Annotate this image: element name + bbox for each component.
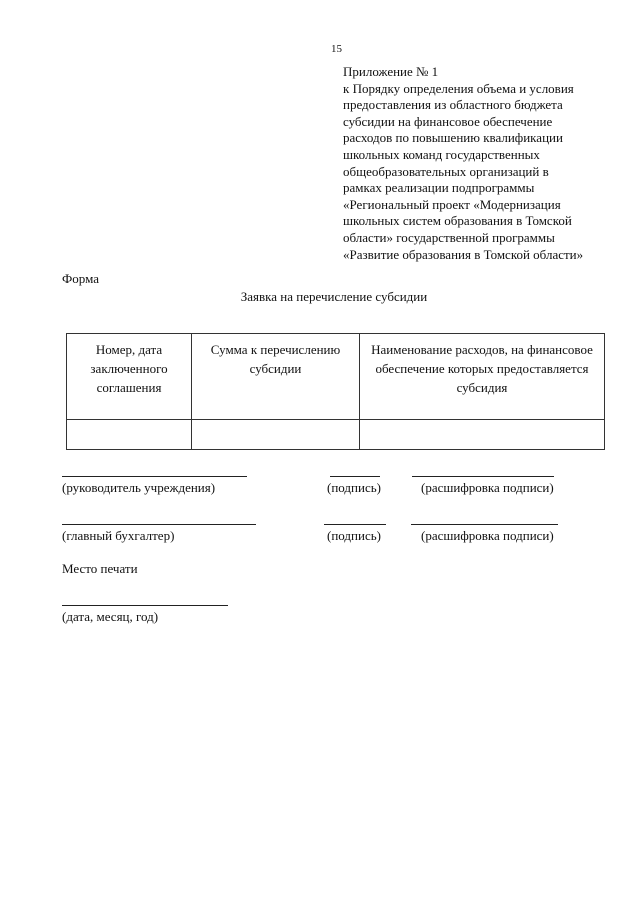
appendix-line: субсидии на финансовое обеспечение	[343, 113, 553, 129]
header-expense-name: Наименование расходов, на финансовое обеспечение которых предоставляется субсидия	[360, 334, 605, 420]
document-title: Заявка на перечисление субсидии	[240, 289, 428, 304]
appendix-line: рамках реализации подпрограммы	[343, 180, 535, 196]
table-row	[67, 420, 605, 450]
cell-expense-name[interactable]	[360, 420, 605, 450]
appendix-line: области» государственной программы	[343, 229, 555, 245]
head-decoding-caption: (расшифровка подписи)	[421, 480, 554, 495]
page-number: 15	[331, 43, 342, 55]
date-line[interactable]	[62, 605, 228, 606]
head-decoding-line[interactable]	[412, 476, 554, 477]
header-agreement-number-date: Номер, дата заключенного соглашения	[67, 334, 192, 420]
appendix-line: Приложение № 1	[343, 64, 439, 79]
head-signature-line[interactable]	[330, 476, 380, 477]
accountant-decoding-caption: (расшифровка подписи)	[421, 528, 554, 543]
appendix-line: к Порядку определения объема и условия	[343, 80, 574, 96]
appendix-line: предоставления из областного бюджета	[343, 97, 563, 113]
accountant-decoding-line[interactable]	[411, 524, 558, 525]
header-transfer-amount: Сумма к перечислению субсидии	[192, 334, 360, 420]
cell-agreement-number-date[interactable]	[67, 420, 192, 450]
table-header-row	[67, 334, 605, 420]
accountant-signature-line[interactable]	[324, 524, 386, 525]
subsidy-request-table	[66, 333, 605, 450]
stamp-place-label: Место печати	[62, 561, 138, 576]
accountant-caption: (главный бухгалтер)	[62, 528, 175, 543]
appendix-line: «Региональный проект «Модернизация	[343, 196, 561, 212]
accountant-signature-caption: (подпись)	[327, 528, 381, 543]
appendix-header	[343, 64, 633, 263]
date-caption: (дата, месяц, год)	[62, 609, 159, 624]
cell-transfer-amount[interactable]	[192, 420, 360, 450]
head-name-line[interactable]	[62, 476, 247, 477]
form-label: Форма	[62, 271, 99, 286]
appendix-line: школьных систем образования в Томской	[343, 213, 572, 229]
head-caption: (руководитель учреждения)	[62, 480, 216, 495]
appendix-line: «Развитие образования в Томской области»	[343, 246, 584, 262]
appendix-line: школьных команд государственных	[343, 146, 540, 162]
head-signature-caption: (подпись)	[327, 480, 381, 495]
appendix-line: общеобразовательных организаций в	[343, 163, 549, 179]
accountant-name-line[interactable]	[62, 524, 256, 525]
appendix-line: расходов по повышению квалификации	[343, 130, 563, 146]
